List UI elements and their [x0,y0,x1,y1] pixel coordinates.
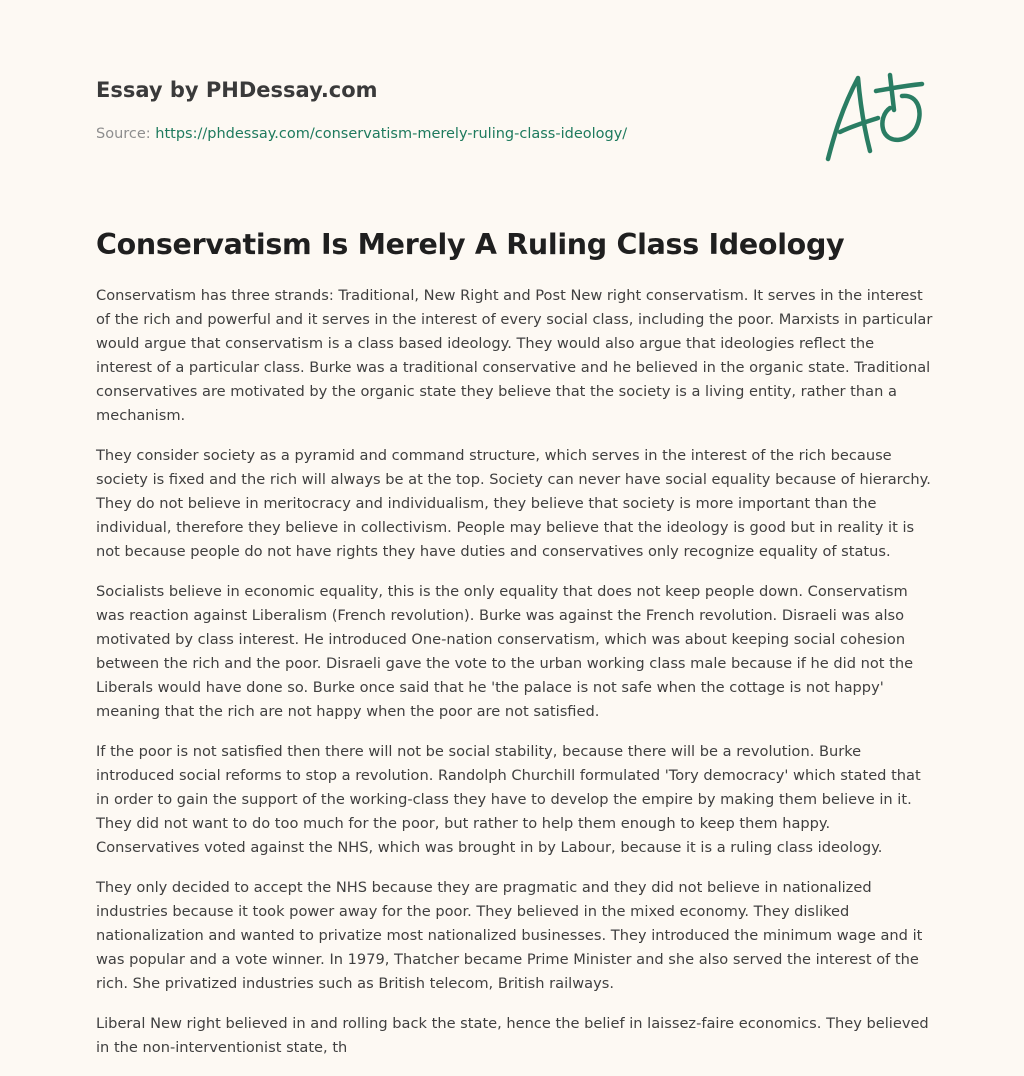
page-header [96,74,796,144]
source-link[interactable]: https://phdessay.com/conservatism-merely-ruling-class-ideology/ [155,126,628,142]
essay-title: Conservatism Is Merely A Ruling Class Ideology [96,228,845,261]
source-label: Source: [96,126,156,142]
essay-paragraph: Liberal New right believed in and rolling back the state, hence the belief in laissez-faire economics. They believed in the non-interventionist state, th [96,1015,929,1056]
site-title: Essay by PHDessay.com [96,78,378,102]
a-plus-grade-icon [818,66,930,166]
essay-body [96,284,934,1076]
essay-paragraph: Socialists believe in economic equality, this is the only equality that does not keep people down. Conservatism was reaction against Liberalism (French revolution). Burke was against the French revolution. Disraeli was also motivated by class interest. He introduced One-nation conservatism, which was about keeping social cohesion between the rich and the poor. Disraeli gave the vote to the urban working class male because if he did not the Liberals would have done so. Burke once said that he 'the palace is not safe when the cottage is not happy' meaning that the rich are not happy when the poor are not satisfied. [96,583,914,720]
essay-paragraph: If the poor is not satisfied then there will not be social stability, because there will be a revolution. Burke introduced social reforms to stop a revolution. Randolph Churchill formulated 'Tory democracy' which stated that in order to gain the support of the working-class they have to develop the empire by making them believe in it. They did not want to do too much for the poor, but rather to help them enough to keep them happy. Conservatives voted against the NHS, which was brought in by Labour, because it is a ruling class ideology. [96,743,921,856]
source-line [96,124,796,144]
essay-paragraph: They consider society as a pyramid and command structure, which serves in the interest of the rich because society is fixed and the rich will always be at the top. Society can never have social equality because of hierarchy. They do not believe in meritocracy and individualism, they believe that society is more important than the individual, therefore they believe in collectivism. People may believe that the ideology is good but in reality it is not because people do not have rights they have duties and conservatives only recognize equality of status. [96,447,931,560]
essay-paragraph: Conservatism has three strands: Traditional, New Right and Post New right conservatism. It serves in the interest of the rich and powerful and it serves in the interest of every social class, including the poor. Marxists in particular would argue that conservatism is a class based ideology. They would also argue that ideologies reflect the interest of a particular class. Burke was a traditional conservative and he believed in the organic state. Traditional conservatives are motivated by the organic state they believe that the society is a living entity, rather than a mechanism. [96,287,933,424]
essay-paragraph: They only decided to accept the NHS because they are pragmatic and they did not believe in nationalized industries because it took power away for the poor. They believed in the mixed economy. They disliked nationalization and wanted to privatize most nationalized businesses. They introduced the minimum wage and it was popular and a vote winner. In 1979, Thatcher became Prime Minister and she also served the interest of the rich. She privatized industries such as British telecom, British railways. [96,879,923,992]
